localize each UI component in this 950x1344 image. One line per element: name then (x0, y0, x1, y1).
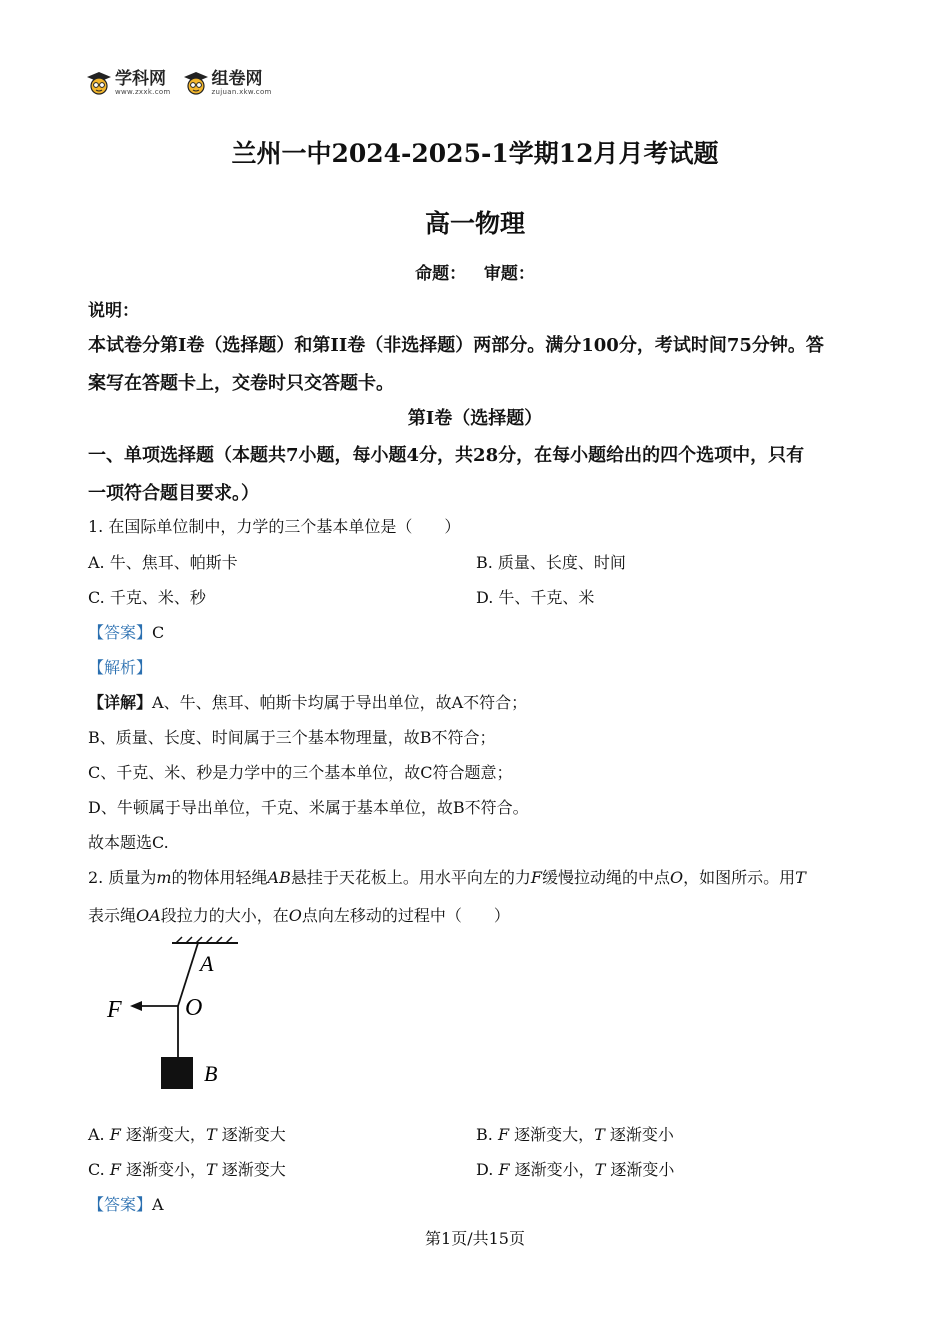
q2-stem-1 (88, 865, 806, 888)
text: C. (88, 1160, 110, 1179)
text: D. (476, 1160, 499, 1179)
q1-stem: 1. 在国际单位制中，力学的三个基本单位是（ ） (88, 517, 461, 536)
var-t: T (594, 1160, 606, 1179)
q1-conclusion: 故本题选C. (88, 833, 169, 852)
q2-option-c (88, 1157, 286, 1180)
block-b (161, 1057, 193, 1089)
answer-value: C (152, 623, 165, 642)
page-subtitle: 高一物理 (424, 209, 525, 238)
var-f: F (530, 868, 542, 887)
text: 逐渐变大， (120, 1125, 206, 1144)
section-title: 第I卷（选择题） (407, 408, 543, 429)
page-title: 兰州一中2024-2025-1学期12月月考试题 (231, 139, 719, 168)
var-f: F (498, 1160, 510, 1179)
q1-answer (88, 620, 164, 643)
text: ，如图所示。用 (683, 868, 796, 887)
part1-line-1: 一、单项选择题（本题共7小题，每小题4分，共28分，在每小题给出的四个选项中，只有 (88, 445, 805, 466)
q2-option-a (88, 1122, 286, 1145)
answer-value: A (152, 1195, 164, 1214)
ceiling (172, 937, 238, 943)
logo-zujuan (183, 70, 272, 96)
text: A. (88, 1125, 110, 1144)
text: 表示绳 (88, 906, 137, 925)
logo-url: www.zxxk.com (115, 88, 171, 96)
var-t: T (205, 1125, 217, 1144)
text: 逐渐变小， (120, 1160, 207, 1179)
logo-name: 学科网 (115, 69, 166, 89)
text: 逐渐变小 (604, 1125, 674, 1144)
logo-url: zujuan.xkw.com (211, 88, 272, 96)
q1-option-c: C. 千克、米、秒 (88, 588, 206, 607)
logo-xueke (86, 70, 171, 96)
q1-detail-1 (88, 690, 527, 713)
q1-analysis-tag: 【解析】 (88, 658, 153, 677)
header-logos (86, 70, 272, 96)
var-ab: AB (267, 868, 291, 887)
label-f: F (107, 997, 122, 1023)
var-o: O (670, 868, 684, 887)
text: 逐渐变大， (509, 1125, 595, 1144)
var-t: T (795, 868, 806, 887)
text: 的物体用轻绳 (171, 868, 268, 887)
text: 缓慢拉动绳的中点 (541, 868, 670, 887)
q2-option-d (476, 1157, 674, 1180)
answer-tag: 【答案】 (88, 1195, 153, 1214)
q1-option-b: B. 质量、长度、时间 (476, 553, 626, 572)
arrow-head-icon (130, 1001, 142, 1011)
var-o: O (288, 906, 302, 925)
answer-tag: 【答案】 (88, 623, 153, 642)
text: 逐渐变大 (216, 1125, 286, 1144)
q1-option-d: D. 牛、千克、米 (476, 588, 595, 607)
var-f: F (497, 1125, 510, 1144)
q1-detail-4: D、牛顿属于导出单位，千克、米属于基本单位，故B不符合。 (88, 798, 529, 817)
q2-figure (100, 935, 260, 1095)
logo-name: 组卷网 (211, 69, 263, 89)
explain-line-2: 案写在答题卡上，交卷时只交答题卡。 (88, 373, 394, 394)
var-m: m (156, 868, 172, 887)
part1-line-2: 一项符合题目要求。） (88, 483, 259, 504)
mascot-icon (86, 70, 112, 96)
detail-text: A、牛、焦耳、帕斯卡均属于导出单位，故A不符合； (152, 693, 528, 712)
text: 段拉力的大小，在 (160, 906, 289, 925)
var-oa: OA (136, 906, 161, 925)
text: 悬挂于天花板上。用水平向左的力 (290, 868, 531, 887)
text: 逐渐变小 (605, 1160, 675, 1179)
explain-label: 说明： (88, 301, 139, 321)
explain-line-1: 本试卷分第I卷（选择题）和第II卷（非选择题）两部分。满分100分，考试时间75分钟。答 (88, 335, 824, 356)
label-o: O (185, 995, 203, 1021)
q1-detail-2: B、质量、长度、时间属于三个基本物理量，故B不符合； (88, 728, 496, 747)
q2-stem-2 (88, 903, 510, 926)
var-f: F (109, 1160, 121, 1179)
q2-option-b (476, 1122, 674, 1145)
text: 逐渐变小， (509, 1160, 595, 1179)
page-footer: 第1页/共15页 (425, 1229, 525, 1248)
var-f: F (109, 1125, 121, 1144)
text: 2. 质量为 (88, 868, 157, 887)
q2-answer (88, 1192, 164, 1215)
author-line: 命题： 审题： (415, 264, 535, 284)
var-t: T (206, 1160, 217, 1179)
text: 逐渐变大 (216, 1160, 286, 1179)
var-t: T (594, 1125, 605, 1144)
q1-option-a: A. 牛、焦耳、帕斯卡 (88, 553, 238, 572)
detail-tag: 【详解】 (88, 693, 153, 712)
mascot-icon (183, 70, 209, 96)
label-a: A (200, 951, 214, 976)
text: B. (476, 1125, 498, 1144)
q1-detail-3: C、千克、米、秒是力学中的三个基本单位，故C符合题意； (88, 763, 513, 782)
label-b: B (204, 1061, 218, 1086)
text: 点向左移动的过程中（ ） (301, 906, 510, 925)
